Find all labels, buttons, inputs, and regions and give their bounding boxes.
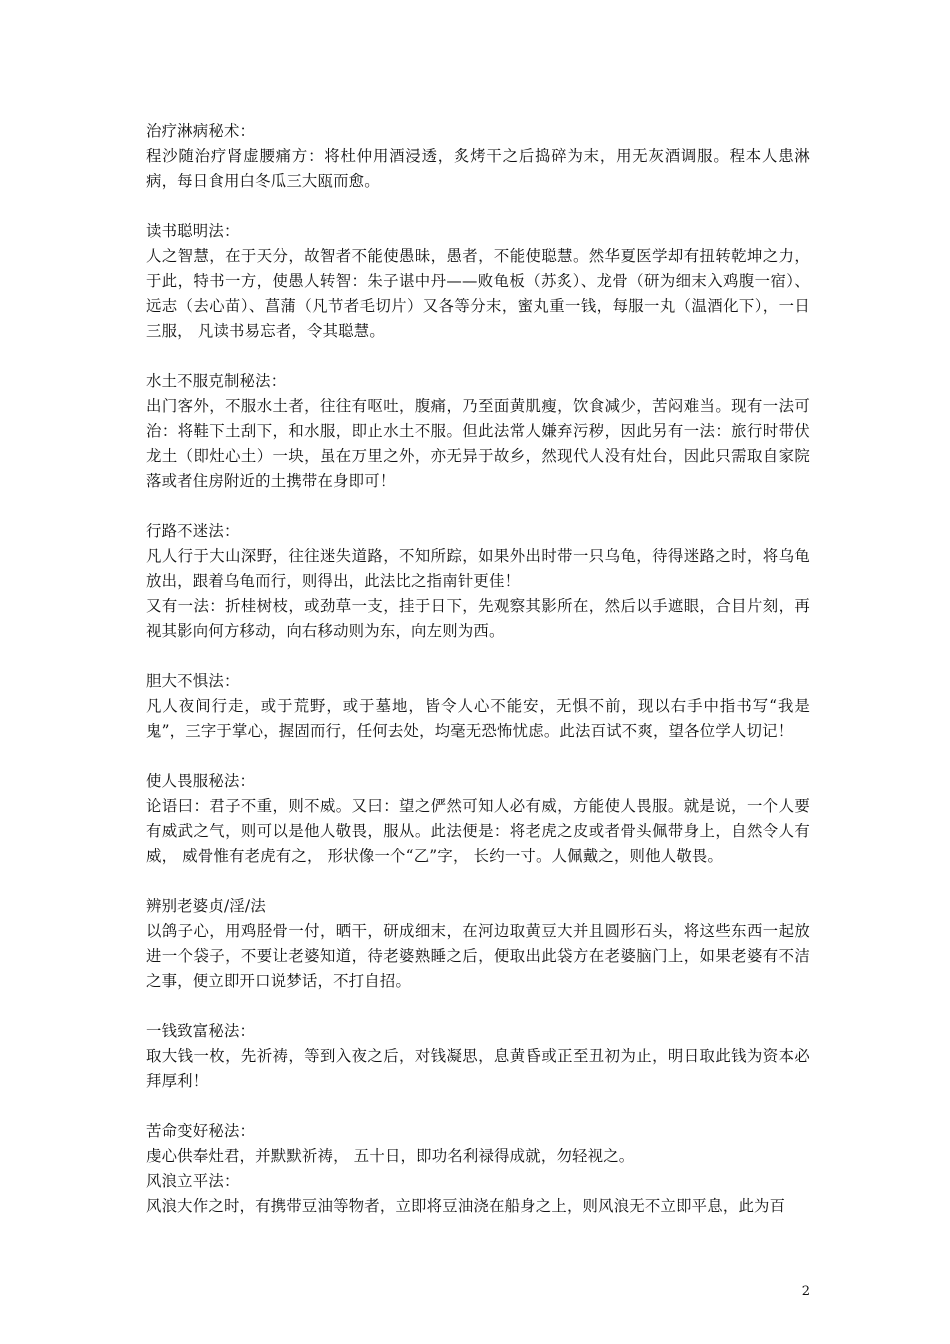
section-smart-reading [146, 219, 810, 344]
section-fate [146, 1119, 810, 1169]
section-awe [146, 769, 810, 869]
section-calm-waves [146, 1169, 810, 1219]
section-heading: 水土不服克制秘法： [146, 372, 287, 390]
section-paragraph: 程沙随治疗肾虚腰痛方：将杜仲用酒浸透，炙烤干之后捣碎为末，用无灰酒调服。程本人患淋病，每日食用白冬瓜三大瓯而愈。 [146, 147, 810, 190]
section-cure-linbing [146, 119, 810, 194]
section-paragraph: 虔心供奉灶君，并默默祈祷， 五十日，即功名利禄得成就，勿轻视之。 [146, 1147, 635, 1165]
section-fearless [146, 669, 810, 744]
section-heading: 使人畏服秘法： [146, 772, 256, 790]
section-heading: 苦命变好秘法： [146, 1122, 256, 1140]
section-paragraph: 以鸽子心，用鸡胫骨一付，晒干，研成细末，在河边取黄豆大并且圆形石头，将这些东西一起放进一个袋子，不要让老婆知道，待老婆熟睡之后，便取出此袋方在老婆脑门上，如果老婆有不洁之事，便立即开口说梦话，不打自招。 [146, 922, 810, 990]
section-heading: 风浪立平法： [146, 1172, 240, 1190]
page-number: 2 [801, 1284, 810, 1299]
section-not-lost [146, 519, 810, 644]
page-content [146, 119, 810, 1219]
section-paragraph: 凡人夜间行走，或于荒野，或于墓地，皆令人心不能安，无惧不前，现以右手中指书写“我是鬼”，三字于掌心，握固而行，任何去处，均毫无恐怖忧虑。此法百试不爽，望各位学人切记！ [146, 697, 810, 740]
section-paragraph: 人之智慧，在于天分，故智者不能使愚昧，愚者，不能使聪慧。然华夏医学却有扭转乾坤之力，于此，特书一方，使愚人转智：朱子谌中丹——败龟板（苏炙）、龙骨（研为细末入鸡腹一宿）、远志（去心苗）、菖蒲（凡节者毛切片）又各等分末，蜜丸重一钱，每服一丸（温酒化下），一日三服， 凡读书易忘者，令其聪慧。 [146, 247, 810, 340]
section-paragraph: 风浪大作之时，有携带豆油等物者，立即将豆油浇在船身之上，则风浪无不立即平息，此为百 [146, 1197, 786, 1215]
section-heading: 读书聪明法： [146, 222, 240, 240]
section-paragraph: 凡人行于大山深野，往往迷失道路，不知所踪，如果外出时带一只乌龟，待得迷路之时，将乌龟放出，跟着乌龟而行，则得出，此法比之指南针更佳！ [146, 547, 810, 590]
section-wife-test [146, 894, 810, 994]
section-paragraph: 取大钱一枚，先祈祷，等到入夜之后，对钱凝思，息黄昏或正至丑初为止，明日取此钱为资本必拜厚利！ [146, 1047, 810, 1090]
section-heading: 治疗淋病秘术： [146, 122, 256, 140]
section-wealth [146, 1019, 810, 1094]
section-heading: 胆大不惧法： [146, 672, 240, 690]
section-heading: 一钱致富秘法： [146, 1022, 256, 1040]
section-heading: 辨别老婆贞/淫/法 [146, 897, 266, 915]
section-paragraph: 又有一法：折桂树枝，或劲草一支，挂于日下，先观察其影所在，然后以手遮眼，合目片刻，再视其影向何方移动，向右移动则为东，向左则为西。 [146, 597, 810, 640]
section-heading: 行路不迷法： [146, 522, 240, 540]
section-acclimatization [146, 369, 810, 494]
section-paragraph: 论语曰：君子不重，则不威。又曰：望之俨然可知人必有威，方能使人畏服。就是说，一个人要有威武之气，则可以是他人敬畏，服从。此法便是：将老虎之皮或者骨头佩带身上，自然令人有威， 威骨惟有老虎有之， 形状像一个“乙”字， 长约一寸。人佩戴之，则他人敬畏。 [146, 797, 810, 865]
section-paragraph: 出门客外，不服水土者，往往有呕吐，腹痛，乃至面黄肌瘦，饮食减少，苦闷难当。现有一法可治：将鞋下土刮下，和水服，即止水土不服。但此法常人嫌弃污秽，因此另有一法：旅行时带伏龙土（即灶心土）一块，虽在万里之外，亦无异于故乡，然现代人没有灶台，因此只需取自家院落或者住房附近的土携带在身即可！ [146, 397, 810, 490]
